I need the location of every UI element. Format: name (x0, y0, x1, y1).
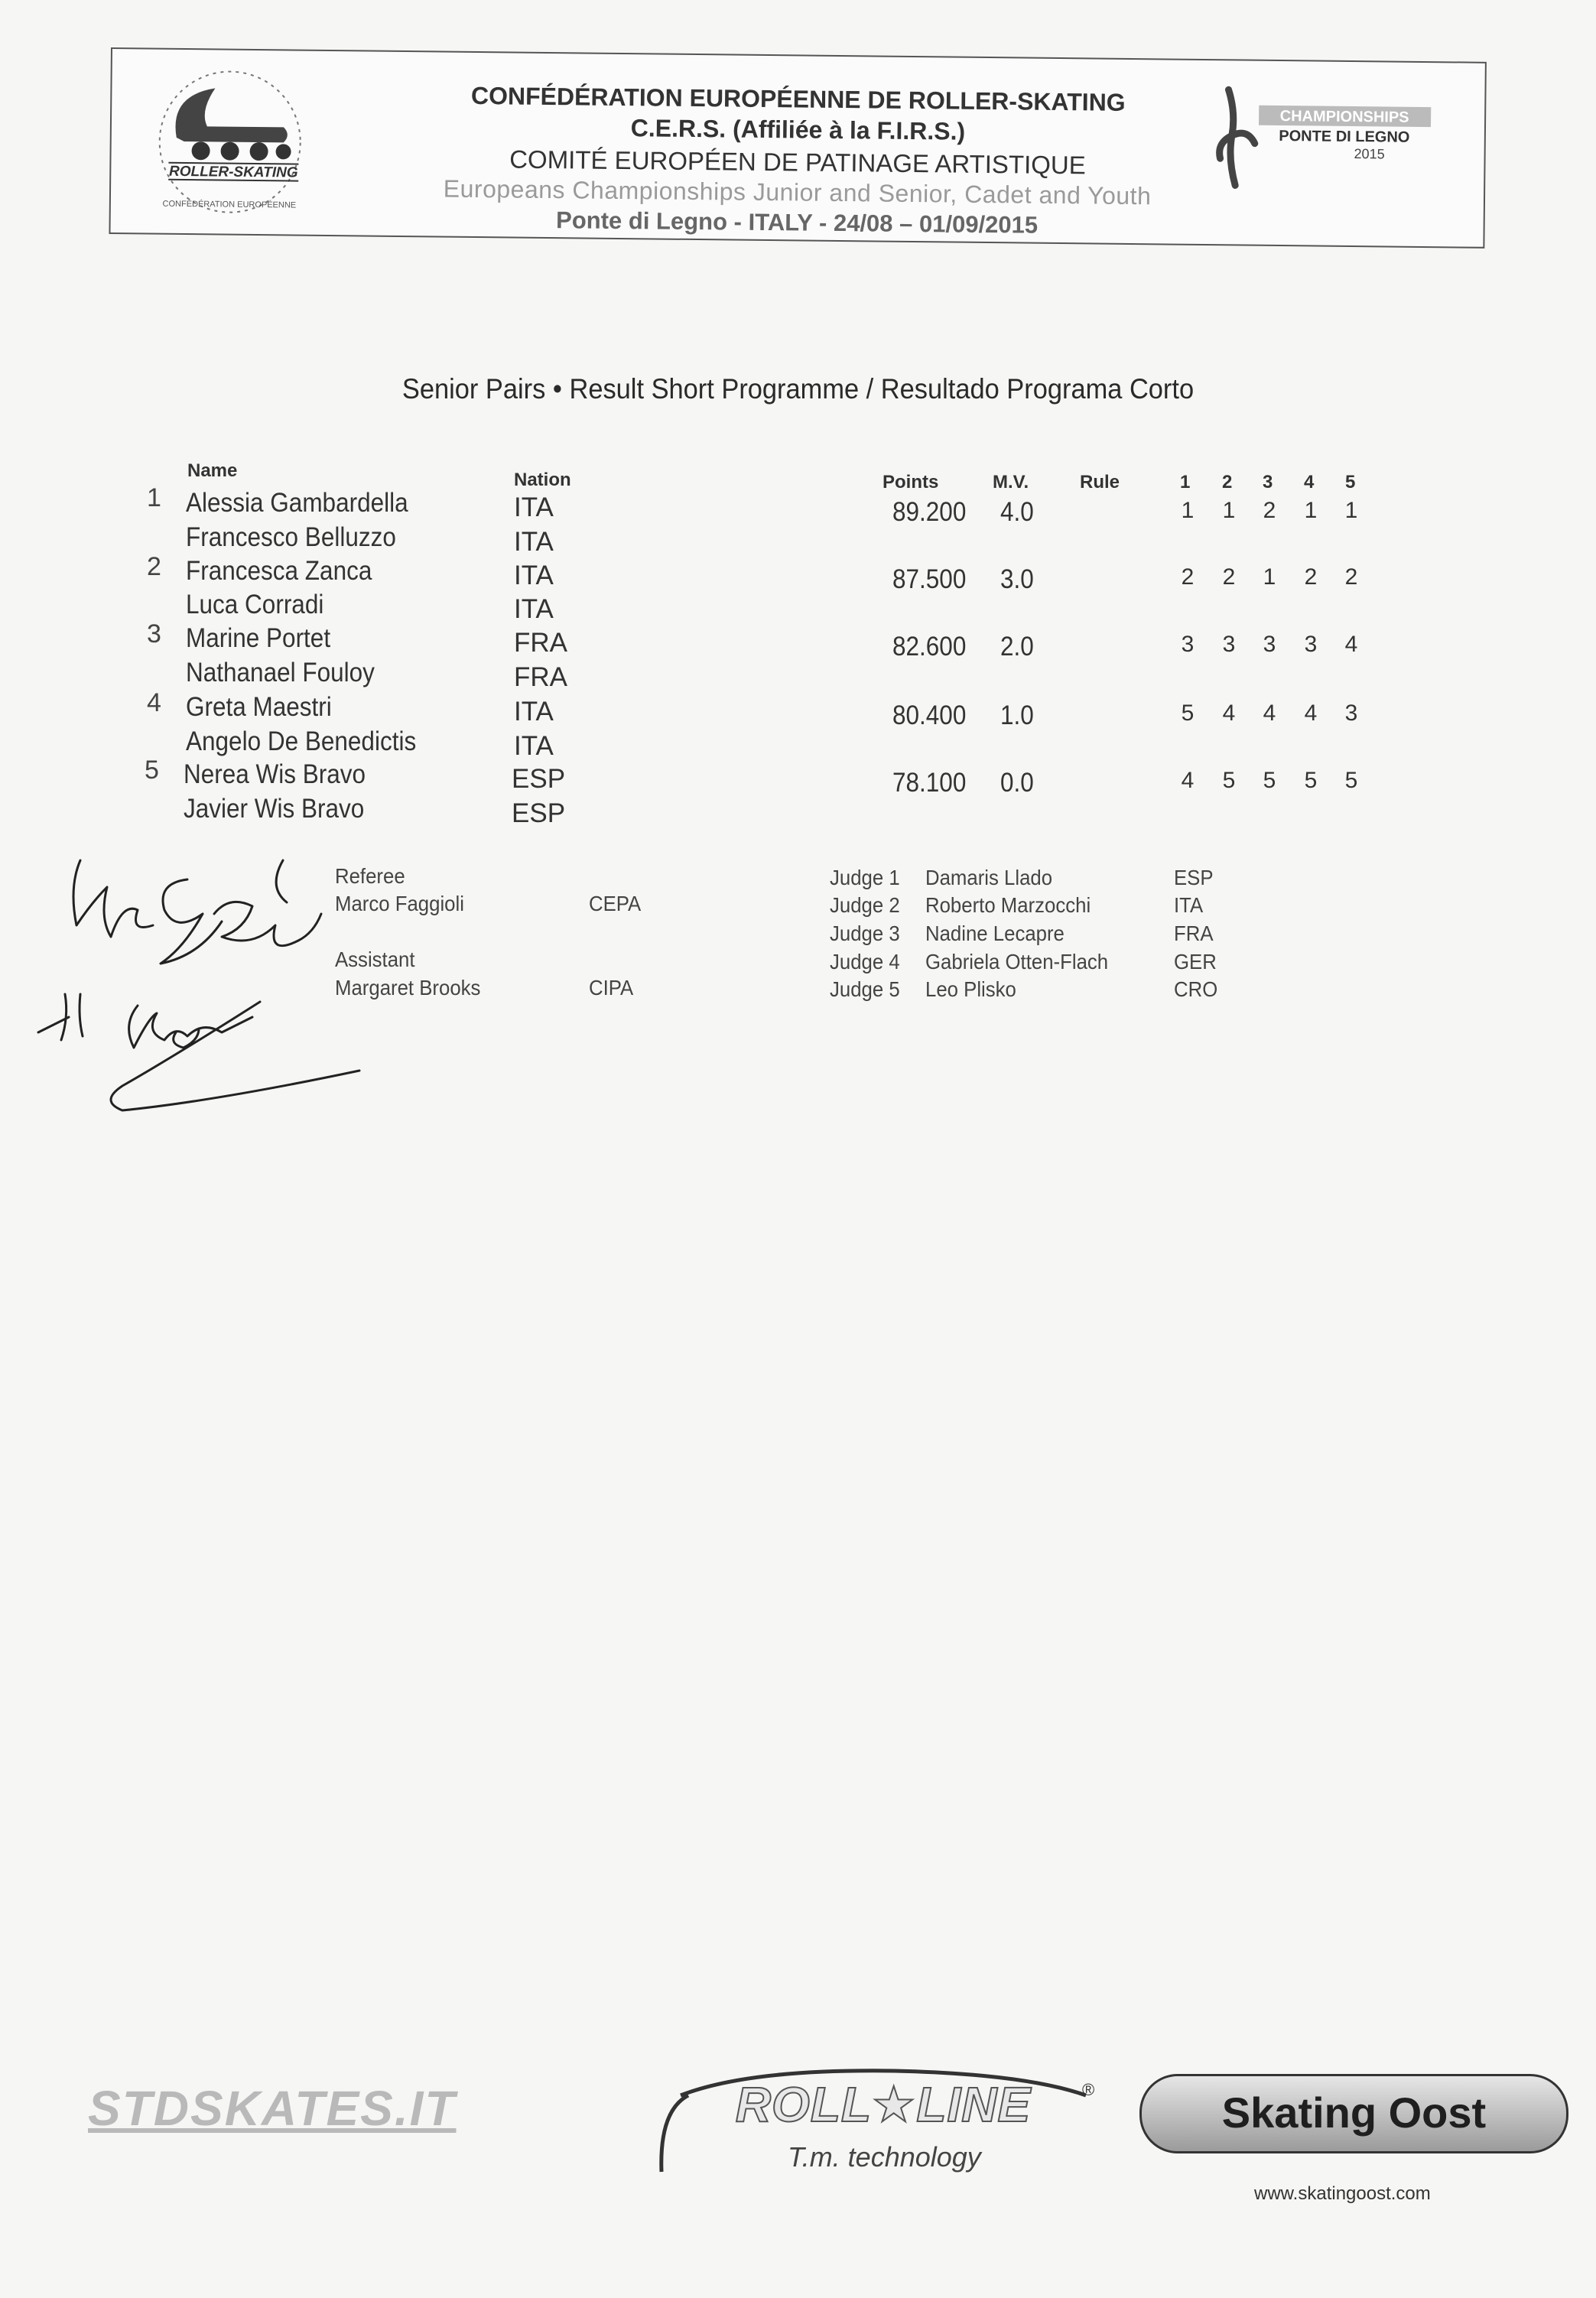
federation-name: CONFÉDÉRATION EUROPÉENNE DE ROLLER-SKATING (470, 81, 1126, 116)
nation: ESP (512, 798, 566, 828)
skater-name: Angelo De Benedictis (186, 726, 417, 756)
mv: 4.0 (1000, 497, 1034, 527)
assistant-label: Assistant (335, 947, 415, 971)
judge-nation: GER (1174, 950, 1217, 973)
sponsor-stdskates-logo: STDSKATES.IT (88, 2081, 457, 2136)
judge-placing: 3 (1263, 632, 1276, 657)
assistant-org: CIPA (589, 976, 634, 999)
column-header-judge-5: 5 (1345, 472, 1356, 492)
committee-name: COMITÉ EUROPÉEN DE PATINAGE ARTISTIQUE (509, 145, 1086, 180)
skater-name: Francesco Belluzzo (186, 522, 396, 552)
judge-placing: 3 (1344, 700, 1358, 726)
nation: ITA (514, 492, 554, 522)
column-header-judge-3: 3 (1263, 472, 1273, 492)
judge-name: Leo Plisko (925, 977, 1016, 1001)
judge-placing: 1 (1304, 498, 1318, 523)
assistant-name: Margaret Brooks (335, 976, 481, 999)
skater-name: Javier Wis Bravo (184, 794, 365, 824)
nation: FRA (514, 628, 567, 658)
skater-name: Marine Portet (186, 623, 331, 653)
mv: 1.0 (1000, 700, 1034, 730)
judge-name: Damaris Llado (925, 866, 1053, 889)
points: 89.200 (892, 497, 967, 527)
judge-placing: 4 (1222, 700, 1236, 726)
mv: 3.0 (1000, 564, 1034, 594)
referee-name: Marco Faggioli (335, 892, 464, 915)
sponsor-skating-oost-logo: Skating Oost (1139, 2074, 1568, 2153)
judge-name: Gabriela Otten-Flach (925, 950, 1109, 973)
rank: 2 (147, 552, 161, 581)
judge-placing: 1 (1181, 498, 1195, 523)
judge-placing: 5 (1344, 768, 1358, 793)
rollline-wordmark: ROLL★LINE (735, 2077, 1032, 2132)
nation: ESP (512, 764, 566, 794)
judge-placing: 2 (1263, 498, 1276, 523)
skater-name: Nerea Wis Bravo (184, 759, 366, 789)
judge-placing: 3 (1181, 632, 1195, 657)
points: 82.600 (892, 632, 967, 661)
event-location-dates: Ponte di Legno - ITALY - 24/08 – 01/09/2015 (555, 206, 1039, 239)
rollline-tagline: T.m. technology (788, 2141, 981, 2173)
judge-label: Judge 4 (830, 950, 900, 973)
judge-placing: 4 (1181, 768, 1195, 793)
judge-placing: 3 (1304, 632, 1318, 657)
mv: 0.0 (1000, 768, 1034, 798)
nation: ITA (514, 561, 554, 590)
cers-logo-text: ROLLER-SKATING (168, 163, 298, 181)
handwritten-signatures (23, 841, 451, 1162)
championship-logo-place: PONTE DI LEGNO (1279, 128, 1410, 146)
judge-name: Roberto Marzocchi (925, 893, 1091, 917)
skater-name: Alessia Gambardella (186, 488, 408, 518)
judge-placing: 4 (1344, 632, 1358, 657)
judge-placing: 2 (1344, 564, 1358, 590)
points: 78.100 (892, 768, 967, 798)
judge-placing: 4 (1304, 700, 1318, 726)
rank: 3 (147, 619, 161, 648)
judge-nation: CRO (1174, 977, 1218, 1001)
judge-label: Judge 3 (830, 921, 900, 945)
judge-placing: 2 (1181, 564, 1195, 590)
skater-name: Nathanael Fouloy (186, 658, 375, 687)
judge-placing: 5 (1181, 700, 1195, 726)
judge-placing: 2 (1222, 564, 1236, 590)
championship-logo-banner: CHAMPIONSHIPS (1279, 108, 1409, 126)
championship-name: Europeans Championships Junior and Senior, Cadet and Youth (443, 174, 1152, 210)
skating-oost-url: www.skatingoost.com (1254, 2183, 1431, 2204)
judge-label: Judge 5 (830, 977, 900, 1001)
skater-name: Luca Corradi (186, 590, 324, 619)
referee-org: CEPA (589, 892, 642, 915)
event-header (109, 47, 1486, 249)
judge-nation: ITA (1174, 893, 1204, 917)
judge-placing: 1 (1263, 564, 1276, 590)
judge-placing: 3 (1222, 632, 1236, 657)
points: 87.500 (892, 564, 967, 594)
rank: 1 (147, 483, 161, 512)
judge-label: Judge 2 (830, 893, 900, 917)
judge-placing: 5 (1263, 768, 1276, 793)
column-header-nation: Nation (514, 470, 571, 490)
judge-placing: 5 (1304, 768, 1318, 793)
championship-logo (1212, 82, 1443, 199)
championship-logo-year: 2015 (1354, 146, 1385, 162)
column-header-judge-1: 1 (1180, 472, 1191, 492)
judge-placing: 1 (1344, 498, 1358, 523)
nation: ITA (514, 697, 554, 726)
judge-placing: 2 (1304, 564, 1318, 590)
nation: FRA (514, 662, 567, 692)
points: 80.400 (892, 700, 967, 730)
column-header-rule: Rule (1080, 472, 1120, 492)
column-header-mv: M.V. (993, 472, 1029, 492)
rank: 4 (147, 688, 161, 717)
judge-nation: FRA (1174, 921, 1214, 945)
nation: ITA (514, 731, 554, 761)
judge-label: Judge 1 (830, 866, 900, 889)
svg-text:®: ® (1082, 2080, 1095, 2099)
column-header-points: Points (883, 472, 939, 492)
column-header-name: Name (187, 460, 238, 481)
judge-placing: 1 (1222, 498, 1236, 523)
federation-affiliation: C.E.R.S. (Affiliée à la F.I.R.S.) (630, 114, 966, 145)
nation: ITA (514, 594, 554, 624)
column-header-judge-2: 2 (1222, 472, 1233, 492)
judge-placing: 5 (1222, 768, 1236, 793)
page-title: Senior Pairs • Result Short Programme / Resultado Programa Corto (401, 373, 1195, 405)
cers-logo-ring-text: CONFÉDÉRATION EUROPÉENNE (162, 199, 297, 210)
judge-name: Nadine Lecapre (925, 921, 1065, 945)
nation: ITA (514, 527, 554, 557)
mv: 2.0 (1000, 632, 1034, 661)
referee-label: Referee (335, 864, 405, 888)
judge-placing: 4 (1263, 700, 1276, 726)
rank: 5 (145, 756, 159, 785)
skater-name: Francesca Zanca (186, 556, 372, 586)
column-header-judge-4: 4 (1304, 472, 1315, 492)
judge-nation: ESP (1174, 866, 1214, 889)
skater-name: Greta Maestri (186, 692, 332, 722)
